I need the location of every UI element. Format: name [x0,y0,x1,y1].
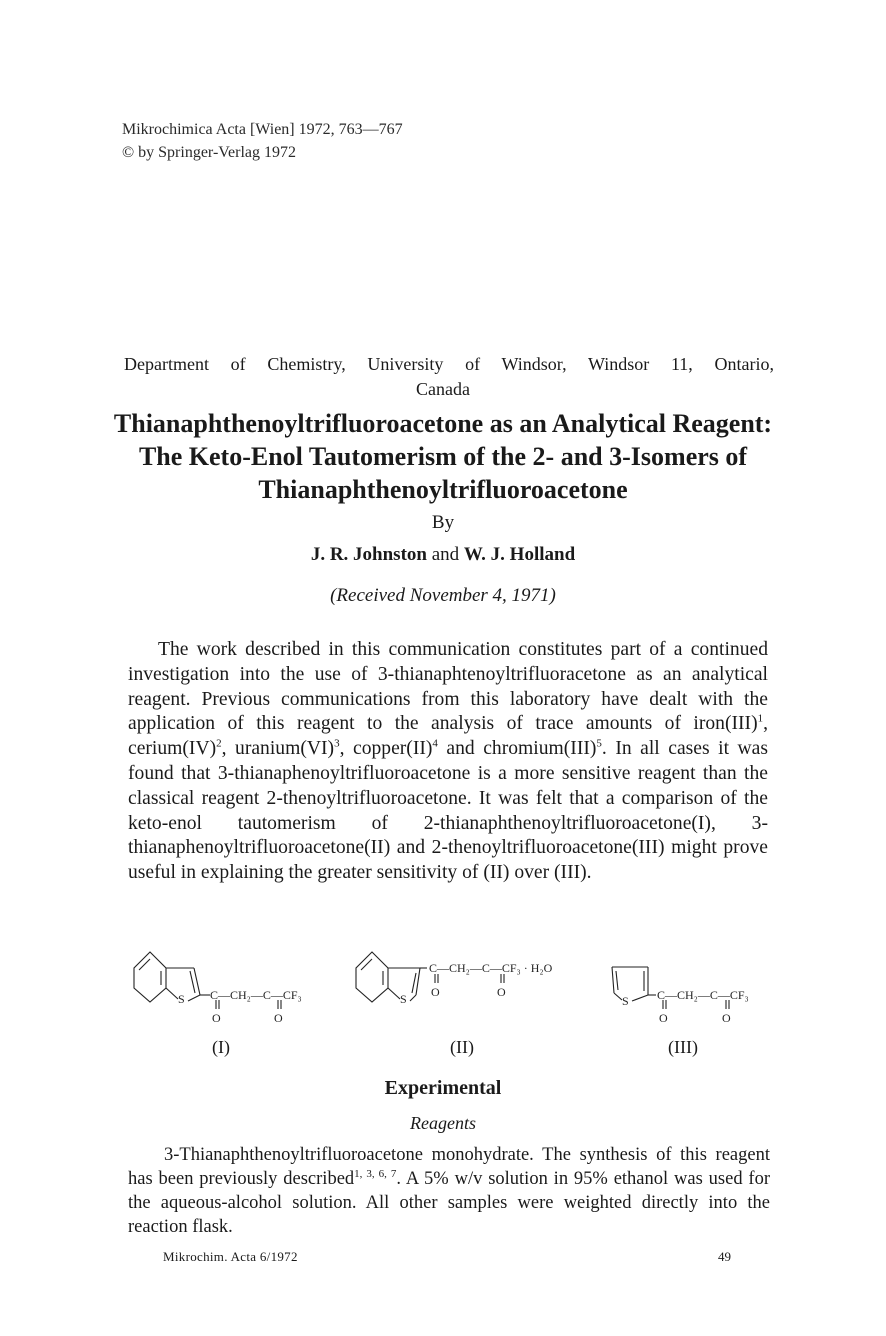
ref-sup: 2 [216,737,222,750]
intro-text: , uranium(VI) [221,738,335,760]
subsection-heading-reagents: Reagents [410,1113,476,1133]
oxygen-I-1: O [212,1011,221,1025]
sulfur-II: S [400,992,407,1006]
title-line-3: Thianaphthenoyltrifluoroacetone [258,475,628,504]
ring-bond [188,995,200,1001]
ref-sup: 1 [757,712,764,725]
title-line-1: Thianaphthenoyltrifluoroacetone as an Analytical Reagent: [113,409,773,438]
oxygen-I-2: O [274,1011,283,1025]
intro-text: and chromium(III) [437,738,597,760]
intro-text: . In all cases it was found that 3-thianaphenoyltrifluoroacetone is a more sensitive reagent than the classical reagent 2-thenoyltrifluoroacetone. It was felt that a comparison of the keto-enol tautomerism of 2-thianaphthenoyltrifluoroacetone(I), 3-thianaphenoyltrifluoroacetone(II) and 2-thenoyltrifluoroacetone(III) might prove useful in explaining the greater sensitivity of (II) over (III). [128,738,769,884]
footer-journal: Mikrochim. Acta 6/1972 [163,1249,298,1264]
journal-citation [122,118,403,164]
reagents-text: 3-Thianaphthenoyltrifluoroacetone monohydrate. The synthesis of this reagent has been previously described [128,1145,770,1189]
label-III: (III) [668,1037,698,1057]
chain-I: C—CH₂—C—CF₃ [210,988,302,1002]
structure-II [356,952,504,1002]
sulfur-III: S [622,994,629,1008]
by-line: By [431,512,455,533]
affiliation-line-1: Department of Chemistry, University of Windsor, Windsor 11, Ontario, [124,354,774,374]
paper-title [0,407,886,506]
ring-bond [616,971,618,990]
chemical-structures [120,945,800,1060]
affiliation-line-2: Canada [416,379,470,399]
oxygen-III-1: O [659,1011,668,1025]
oxygen-II-1: O [431,985,440,999]
affiliation [0,352,886,402]
ring-bond [612,967,614,993]
ring-bond [416,968,420,995]
ref-sup: 5 [596,737,602,750]
author-2: W. J. Holland [463,544,576,565]
intro-text: , copper(II) [339,738,433,760]
ref-sup: 3 [334,737,340,750]
intro-text: , cerium(IV) [128,713,768,760]
intro-paragraph [128,638,768,886]
ref-sup: 4 [432,737,438,750]
ring-bond [190,971,195,993]
ring-bond [388,988,400,999]
authors [0,544,886,566]
chain-II: C—CH₂—C—CF₃ · H₂O [429,961,553,975]
ref-sup: 1, 3, 6, 7 [354,1167,397,1180]
chain-III: C—CH₂—C—CF₃ [657,988,749,1002]
ring-bond [166,988,178,999]
oxygen-II-2: O [497,985,506,999]
reagents-paragraph [128,1143,770,1239]
author-1: J. R. Johnston [310,544,427,565]
author-conjunction: and [431,544,460,565]
page-number: 49 [718,1249,731,1264]
title-line-2: The Keto-Enol Tautomerism of the 2- and 3-Isomers of [138,442,748,471]
received-date: (Received November 4, 1971) [330,585,556,606]
section-heading-experimental: Experimental [384,1077,502,1099]
reagents-text: . A 5% w/v solution in 95% ethanol was used for the aqueous-alcohol solution. All other samples were weighted directly into the reaction flask. [128,1169,771,1237]
intro-text: The work described in this communication constitutes part of a continued investigation into the use of 3-thianaphtenoyltrifluoracetone as an analytical reagent. Previous communications from this laboratory have dealt with the application of this reagent to the analysis of trace amounts of iron(III) [128,639,768,735]
label-II: (II) [450,1037,474,1057]
oxygen-III-2: O [722,1011,731,1025]
ring-bond [632,995,648,1001]
copyright-line: © by Springer-Verlag 1972 [122,144,297,161]
ring-bond [614,993,622,1000]
ring-bond [410,995,416,1001]
ring-bond [412,973,416,993]
journal-line: Mikrochimica Acta [Wien] 1972, 763—767 [122,121,403,138]
sulfur-I: S [178,992,185,1006]
label-I: (I) [212,1037,230,1057]
